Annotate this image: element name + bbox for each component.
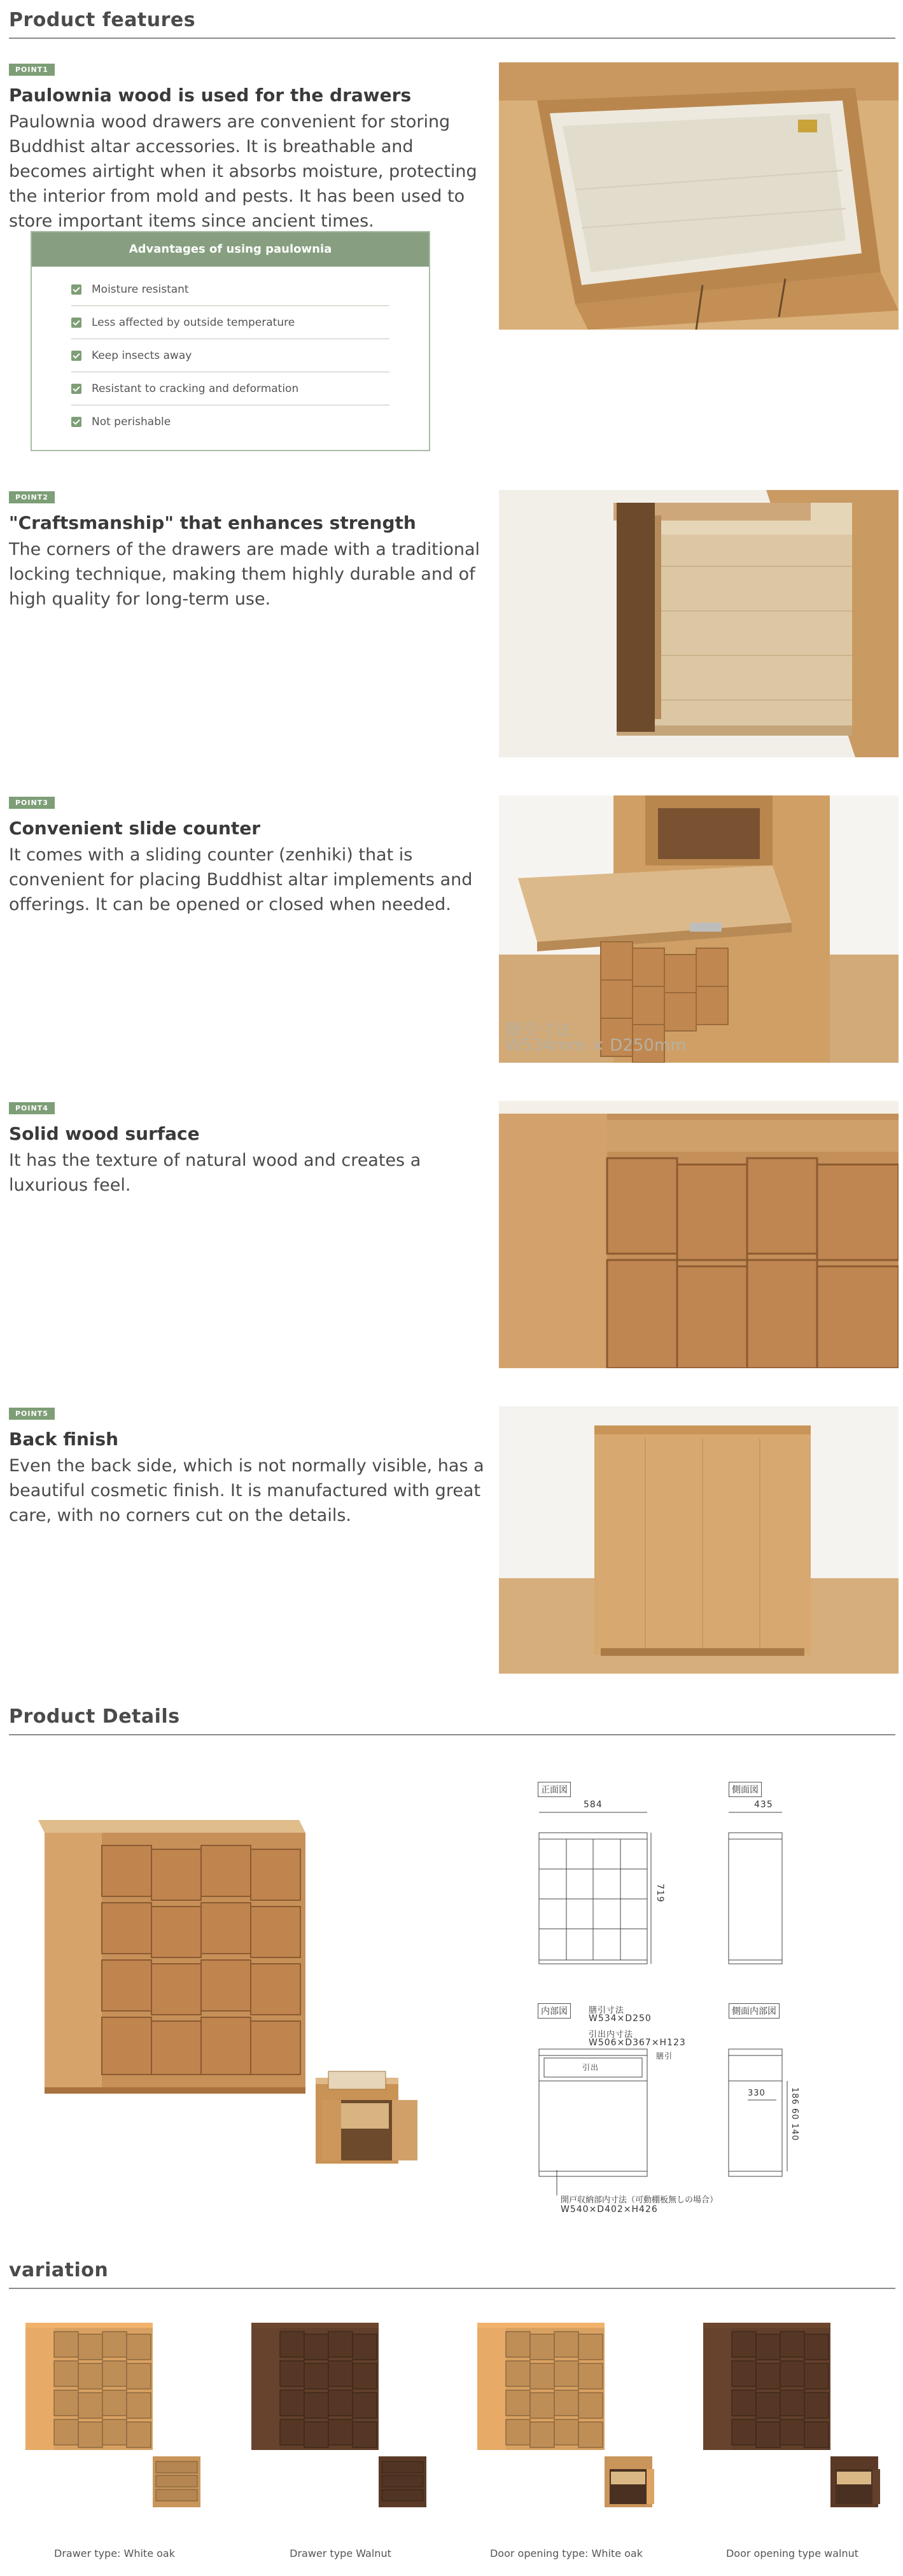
advantages-title: Advantages of using paulownia: [32, 232, 429, 267]
point-title: Paulownia wood is used for the drawers: [9, 85, 412, 106]
cabinet-top: [477, 2323, 605, 2328]
point-2: [9, 490, 486, 612]
open-drawer: [837, 2472, 871, 2484]
drawer-front: [328, 2332, 353, 2357]
slide-counter-photo: [499, 795, 899, 1063]
drawer-inner-title: 引出内寸法: [589, 2030, 634, 2040]
zenhiki-size: W534×D250: [589, 2013, 652, 2024]
drawer-front: [578, 2422, 603, 2447]
drawer-front: [732, 2419, 756, 2445]
open-drawer: [156, 2475, 197, 2487]
cabinet-top: [25, 2323, 153, 2328]
drawer-front: [780, 2361, 804, 2386]
drawer-front: [732, 2332, 756, 2357]
drawer-front: [756, 2363, 780, 2389]
advantage-item: Keep insects away: [71, 339, 389, 372]
drawer-front: [804, 2334, 829, 2360]
drawer-front: [353, 2363, 377, 2389]
drawer-front: [328, 2390, 353, 2416]
front-width-dim: 584: [584, 1800, 603, 1810]
drawer-front: [127, 2393, 151, 2418]
front-view-label: 正面図: [538, 1782, 571, 1797]
advantage-item: Resistant to cracking and deformation: [71, 372, 389, 405]
inner-view-label: 内部図: [538, 2003, 571, 2019]
drawer-front: [280, 2419, 304, 2445]
drawer-front: [78, 2363, 102, 2389]
variation-door-walnut[interactable]: [697, 2316, 888, 2545]
zenhiki-title: 膳引寸法: [589, 2006, 625, 2015]
point-title: "Craftsmanship" that enhances strength: [9, 512, 416, 533]
drawer-front: [353, 2422, 377, 2447]
drawer-front: [506, 2361, 530, 2386]
inner-330-dim: 330: [748, 2089, 766, 2098]
drawer-front: [102, 2390, 127, 2416]
product-main-image: [32, 1807, 312, 2106]
drawer-front: [804, 2363, 829, 2389]
drawer-front: [780, 2419, 804, 2445]
point-title: Solid wood surface: [9, 1123, 200, 1144]
drawer-front: [353, 2393, 377, 2418]
drawer-front: [304, 2363, 328, 2389]
variation-drawer-walnut[interactable]: [245, 2316, 436, 2545]
features-heading: [9, 9, 895, 39]
side-depth-dim: 435: [754, 1800, 773, 1810]
cabinet-side: [25, 2328, 54, 2450]
variation-caption: Door opening type walnut: [725, 2547, 859, 2559]
open-door: [872, 2469, 880, 2504]
solid-wood-photo: [499, 1101, 899, 1368]
drawer-front: [280, 2361, 304, 2386]
point-body: It comes with a sliding counter (zenhiki) that is convenient for placing Buddhist altar implements and offerings. It can be opened or closed when needed.: [9, 845, 473, 914]
open-door: [647, 2469, 654, 2504]
drawer-front: [54, 2361, 78, 2386]
point-body: It has the texture of natural wood and creates a luxurious feel.: [9, 1151, 421, 1195]
drawer-inner-size: W506×D367×H123: [589, 2038, 686, 2048]
paulownia-drawer-photo: [499, 62, 899, 330]
drawer-front: [804, 2393, 829, 2418]
variation-caption: Drawer type: White oak: [54, 2547, 175, 2559]
drawer-front: [578, 2393, 603, 2418]
point-4: [9, 1101, 486, 1198]
variation-caption: Drawer type Walnut: [290, 2547, 391, 2559]
drawer-front: [280, 2332, 304, 2357]
technical-drawings: [538, 1782, 894, 2240]
drawer-front: [756, 2422, 780, 2447]
drawer-front: [756, 2334, 780, 2360]
drawer-front: [780, 2390, 804, 2416]
advantages-box: [31, 231, 430, 451]
drawer-front: [530, 2363, 554, 2389]
check-icon: [71, 284, 81, 295]
drawer-front: [102, 2361, 127, 2386]
drawer-front: [78, 2334, 102, 2360]
drawer-front: [54, 2332, 78, 2357]
variation-caption: Door opening type: White oak: [489, 2547, 643, 2559]
zenhiki-caption: 膳引寸法: [505, 1021, 572, 1040]
advantage-item: Moisture resistant: [71, 273, 389, 306]
drawer-front: [804, 2422, 829, 2447]
drawer-front: [530, 2422, 554, 2447]
drawer-front: [304, 2422, 328, 2447]
point-badge: POINT4: [9, 1102, 55, 1114]
drawer-front: [353, 2334, 377, 2360]
drawer-front: [554, 2390, 578, 2416]
open-drawer: [156, 2461, 197, 2473]
drawer-front: [780, 2332, 804, 2357]
point-1: [9, 62, 486, 234]
drawer-front: [280, 2390, 304, 2416]
drawer-front: [578, 2334, 603, 2360]
variation-title: variation: [9, 2259, 109, 2281]
drawer-front: [732, 2390, 756, 2416]
drawer-front: [127, 2334, 151, 2360]
point-3: [9, 795, 486, 917]
drawer-front: [127, 2422, 151, 2447]
cabinet-side: [251, 2328, 280, 2450]
point-body: Paulownia wood drawers are convenient for storing Buddhist altar accessories. It is breathable and becomes airtight when it absorbs moisture, protecting the interior from mold and pests. It has been used to store important items since ancient times.: [9, 112, 477, 231]
point-5: [9, 1406, 486, 1528]
point-body: Even the back side, which is not normally visible, has a beautiful cosmetic finish. It is manufactured with great care, with no corners cut on the details.: [9, 1456, 484, 1525]
drawer-front: [78, 2422, 102, 2447]
drawer-front: [554, 2361, 578, 2386]
features-title: Product features: [9, 9, 196, 31]
drawer-front: [54, 2390, 78, 2416]
drawer-front: [732, 2361, 756, 2386]
point-badge: POINT1: [9, 64, 55, 76]
details-heading: [9, 1705, 895, 1735]
cabinet-side: [703, 2328, 732, 2450]
drawer-front: [756, 2393, 780, 2418]
point-badge: POINT3: [9, 797, 55, 809]
open-drawer: [382, 2489, 423, 2501]
back-finish-photo: [499, 1406, 899, 1674]
drawer-front: [506, 2332, 530, 2357]
variation-heading: [9, 2259, 895, 2289]
advantage-item: Not perishable: [71, 405, 389, 438]
drawer-front: [304, 2334, 328, 2360]
drawer-front: [530, 2393, 554, 2418]
cabinet-side: [477, 2328, 506, 2450]
drawer-front: [506, 2419, 530, 2445]
check-icon: [71, 384, 81, 394]
point-body: The corners of the drawers are made with a traditional locking technique, making them highly durable and of high quality for long-term use.: [9, 540, 480, 609]
point-badge: POINT5: [9, 1408, 55, 1420]
drawer-front: [506, 2390, 530, 2416]
cabinet-top: [703, 2323, 830, 2328]
dovetail-drawer-photo: [499, 490, 899, 757]
open-drawer: [382, 2475, 423, 2487]
drawer-front: [554, 2419, 578, 2445]
zenhiki-tag: 膳引: [656, 2052, 673, 2061]
side-view-label: 側面図: [729, 1782, 762, 1797]
variation-drawer-white-oak[interactable]: [19, 2316, 210, 2545]
open-drawer: [611, 2472, 645, 2484]
details-title: Product Details: [9, 1705, 180, 1728]
advantages-list: [32, 267, 429, 438]
drawer-front: [328, 2419, 353, 2445]
variation-door-white-oak[interactable]: [471, 2316, 662, 2545]
side-inner-view-label: 側面内部図: [729, 2003, 780, 2019]
drawer-front: [554, 2332, 578, 2357]
drawer-tag: 引出: [582, 2063, 599, 2072]
inner-right-dims: 186 60 140: [790, 2087, 799, 2141]
point-title: Back finish: [9, 1429, 119, 1450]
drawer-front: [578, 2363, 603, 2389]
drawer-front: [530, 2334, 554, 2360]
product-open-image: [309, 2068, 424, 2170]
advantage-item: Less affected by outside temperature: [71, 306, 389, 339]
cabinet-top: [251, 2323, 379, 2328]
door-storage-size: W540×D402×H426: [561, 2204, 658, 2215]
open-drawer: [156, 2489, 197, 2501]
check-icon: [71, 318, 81, 328]
height-dim: 719: [655, 1884, 665, 1903]
point-badge: POINT2: [9, 491, 55, 503]
drawer-front: [328, 2361, 353, 2386]
drawer-front: [102, 2332, 127, 2357]
point-title: Convenient slide counter: [9, 818, 261, 839]
drawer-front: [304, 2393, 328, 2418]
drawer-front: [127, 2363, 151, 2389]
drawer-front: [78, 2393, 102, 2418]
open-drawer: [382, 2461, 423, 2473]
zenhiki-size-caption: W534mm × D250mm: [505, 1036, 687, 1055]
drawer-front: [102, 2419, 127, 2445]
check-icon: [71, 417, 81, 427]
check-icon: [71, 351, 81, 361]
drawer-front: [54, 2419, 78, 2445]
door-storage-note: 開戸収納部内寸法（可動棚板無しの場合）: [561, 2195, 718, 2205]
